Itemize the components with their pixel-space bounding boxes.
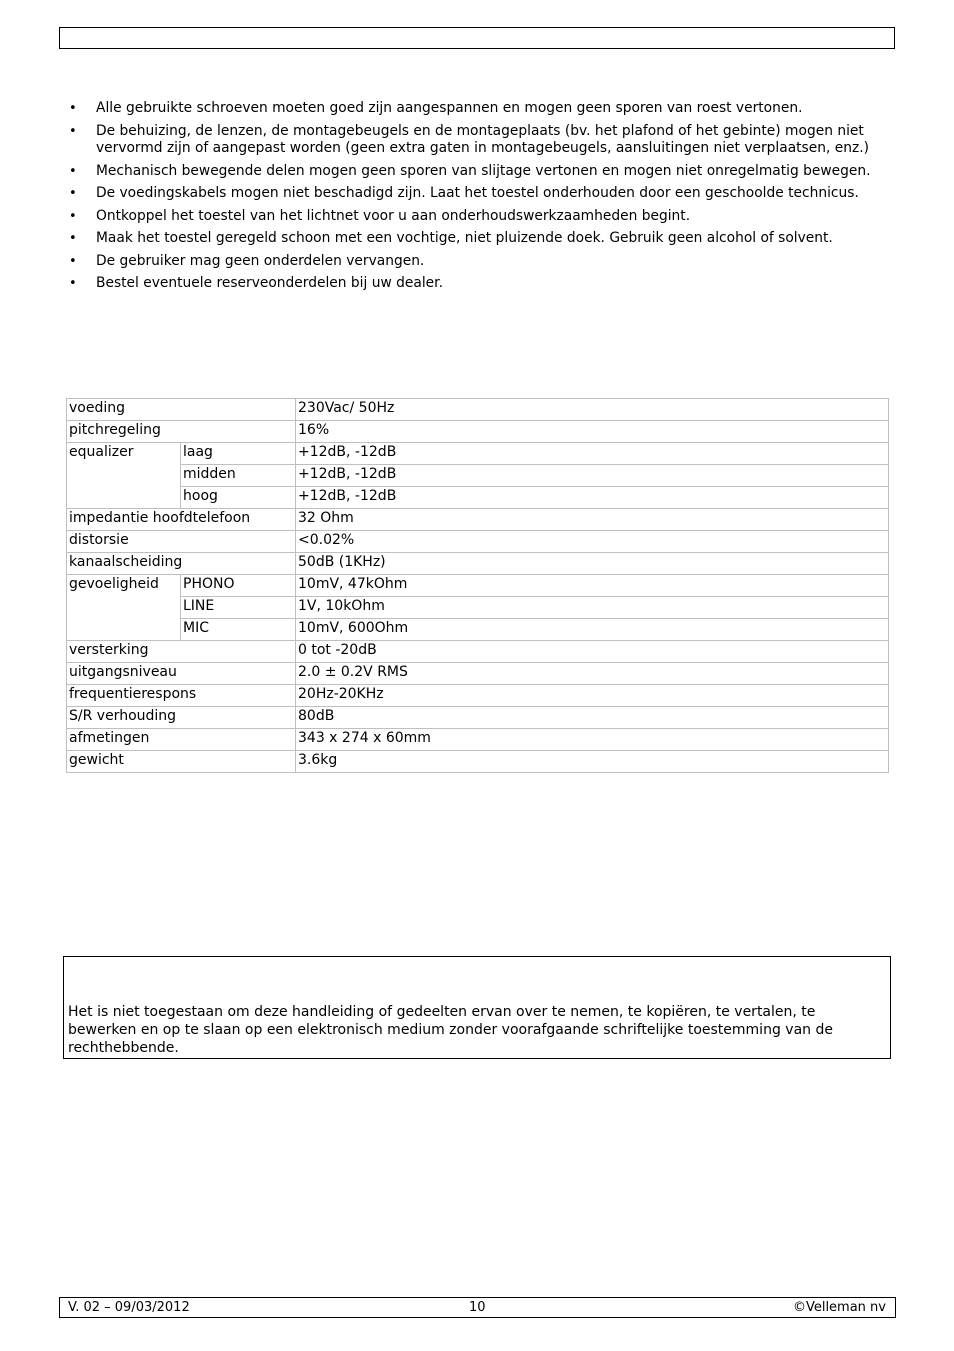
spec-label: voeding	[67, 399, 296, 421]
spec-value: +12dB, -12dB	[296, 487, 889, 509]
spec-value: 2.0 ± 0.2V RMS	[296, 663, 889, 685]
spec-sublabel: PHONO	[181, 575, 296, 597]
spec-value: +12dB, -12dB	[296, 465, 889, 487]
spec-label: pitchregeling	[67, 421, 296, 443]
table-row	[67, 553, 889, 575]
page-footer	[59, 1297, 896, 1318]
spec-value: 230Vac/ 50Hz	[296, 399, 889, 421]
spec-label: uitgangsniveau	[67, 663, 296, 685]
table-row	[67, 729, 889, 751]
spec-label: afmetingen	[67, 729, 296, 751]
copyright-notice-text: Het is niet toegestaan om deze handleiding of gedeelten ervan over te nemen, te kopiëren, te vertalen, te bewerken en op te slaan op een elektronisch medium zonder voorafgaande schriftelijke toestemming van de rechthebbende.	[68, 1004, 833, 1056]
table-row	[67, 619, 889, 641]
spec-label: S/R verhouding	[67, 707, 296, 729]
header-box	[59, 27, 895, 49]
list-item-text: De behuizing, de lenzen, de montagebeugels en de montageplaats (bv. het plafond of het gebinte) mogen niet vervormd zijn of aangepast worden (geen extra gaten in montagebeugels, aansluitingen niet verplaatsen, enz.)	[96, 122, 869, 156]
spec-value: 10mV, 47kOhm	[296, 575, 889, 597]
list-item-text: Mechanisch bewegende delen mogen geen sporen van slijtage vertonen en mogen niet onregelmatig bewegen.	[96, 162, 871, 179]
footer-page-number: 10	[469, 1300, 486, 1315]
table-row	[67, 641, 889, 663]
spec-value: 3.6kg	[296, 751, 889, 773]
table-row	[67, 663, 889, 685]
spec-label: frequentierespons	[67, 685, 296, 707]
bullet-icon: •	[69, 101, 77, 116]
bullet-icon: •	[69, 163, 77, 179]
list-item-text: De voedingskabels mogen niet beschadigd zijn. Laat het toestel onderhouden door een geschoolde technicus.	[96, 185, 859, 201]
copyright-notice-box	[63, 956, 891, 1059]
spec-sublabel: hoog	[181, 487, 296, 509]
list-item-text: Alle gebruikte schroeven moeten goed zijn aangespannen en mogen geen sporen van roest vertonen.	[96, 100, 803, 116]
spec-label: distorsie	[67, 531, 296, 553]
footer-copyright: ©Velleman nv	[792, 1300, 886, 1315]
spec-value: 20Hz-20KHz	[296, 685, 889, 707]
table-row	[67, 531, 889, 553]
spec-label: gewicht	[67, 751, 296, 773]
spec-value: 1V, 10kOhm	[296, 597, 889, 619]
bullet-icon: •	[69, 253, 77, 269]
list-item	[60, 163, 880, 181]
bullet-icon: •	[69, 123, 77, 139]
spec-sublabel: laag	[181, 443, 296, 465]
spec-value: 32 Ohm	[296, 509, 889, 531]
specifications-table	[66, 398, 889, 773]
spec-sublabel: midden	[181, 465, 296, 487]
list-item	[60, 100, 880, 118]
list-item	[60, 230, 880, 248]
list-item	[60, 208, 880, 226]
table-row	[67, 465, 889, 487]
spec-value: 343 x 274 x 60mm	[296, 729, 889, 751]
table-row	[67, 707, 889, 729]
list-item-text: Bestel eventuele reserveonderdelen bij uw dealer.	[96, 275, 443, 291]
list-item-text: Maak het toestel geregeld schoon met een vochtige, niet pluizende doek. Gebruik geen alcohol of solvent.	[96, 230, 833, 246]
table-row	[67, 487, 889, 509]
table-row	[67, 443, 889, 465]
spec-label: impedantie hoofdtelefoon	[67, 509, 296, 531]
spec-sublabel: LINE	[181, 597, 296, 619]
table-row	[67, 399, 889, 421]
spec-value: <0.02%	[296, 531, 889, 553]
list-item	[60, 123, 880, 158]
table-row	[67, 421, 889, 443]
spec-value: 16%	[296, 421, 889, 443]
table-row	[67, 597, 889, 619]
spec-label: versterking	[67, 641, 296, 663]
bullet-icon: •	[69, 186, 77, 201]
spec-label: equalizer	[67, 443, 181, 509]
spec-value: 50dB (1KHz)	[296, 553, 889, 575]
spec-value: 0 tot -20dB	[296, 641, 889, 663]
footer-version: V. 02 – 09/03/2012	[68, 1300, 190, 1315]
list-item-text: De gebruiker mag geen onderdelen vervangen.	[96, 252, 425, 269]
bullet-icon: •	[69, 276, 77, 291]
spec-label: gevoeligheid	[67, 575, 181, 641]
table-row	[67, 575, 889, 597]
bullet-icon: •	[69, 208, 77, 224]
maintenance-list	[60, 100, 880, 298]
list-item	[60, 253, 880, 271]
table-row	[67, 509, 889, 531]
list-item	[60, 275, 880, 293]
spec-label: kanaalscheiding	[67, 553, 296, 575]
table-row	[67, 751, 889, 773]
table-row	[67, 685, 889, 707]
spec-sublabel: MIC	[181, 619, 296, 641]
spec-value: 80dB	[296, 707, 889, 729]
spec-value: +12dB, -12dB	[296, 443, 889, 465]
list-item	[60, 185, 880, 203]
bullet-icon: •	[69, 231, 77, 246]
list-item-text: Ontkoppel het toestel van het lichtnet voor u aan onderhoudswerkzaamheden begint.	[96, 207, 691, 224]
spec-value: 10mV, 600Ohm	[296, 619, 889, 641]
